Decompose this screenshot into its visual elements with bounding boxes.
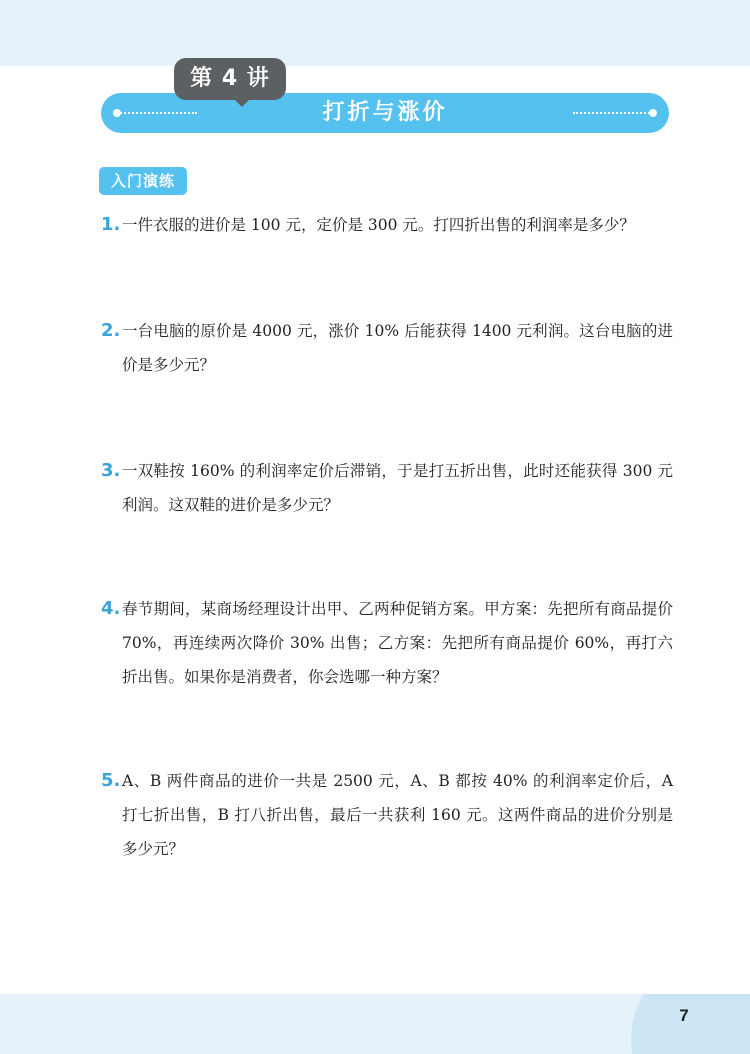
question-number: 4. <box>101 598 121 619</box>
section-badge: 入门演练 <box>99 167 187 195</box>
lecture-title: 打折与涨价 <box>322 100 448 125</box>
bottom-band <box>0 994 750 1054</box>
question-number: 1. <box>101 214 121 235</box>
question-4 <box>101 592 673 694</box>
question-5 <box>101 764 673 866</box>
question-text: 春节期间，某商场经理设计出甲、乙两种促销方案。甲方案：先把所有商品提价 70%，再连续两次降价 30% 出售；乙方案：先把所有商品提价 60%，再打六折出售。如果你是消费者，你会选哪一种方案？ <box>122 600 673 686</box>
question-text: 一件衣服的进价是 100 元，定价是 300 元。打四折出售的利润率是多少？ <box>122 216 635 234</box>
page-number: 7 <box>679 1006 689 1025</box>
question-number: 5. <box>101 770 121 791</box>
question-text: 一台电脑的原价是 4000 元，涨价 10% 后能获得 1400 元利润。这台电脑的进价是多少元？ <box>122 322 673 374</box>
question-3 <box>101 454 673 522</box>
question-1 <box>101 208 673 242</box>
lecture-number-label: 第 4 讲 <box>190 66 270 91</box>
speech-bubble-tail-icon <box>230 95 254 107</box>
question-number: 3. <box>101 460 121 481</box>
top-band <box>0 0 750 66</box>
question-text: 一双鞋按 160% 的利润率定价后滞销，于是打五折出售，此时还能获得 300 元利润。这双鞋的进价是多少元？ <box>122 462 673 514</box>
question-number: 2. <box>101 320 121 341</box>
lecture-number-tag <box>174 58 286 100</box>
question-text: A、B 两件商品的进价一共是 2500 元，A、B 都按 40% 的利润率定价后，A 打七折出售，B 打八折出售，最后一共获利 160 元。这两件商品的进价分别是多少元？ <box>122 772 673 858</box>
question-2 <box>101 314 673 382</box>
